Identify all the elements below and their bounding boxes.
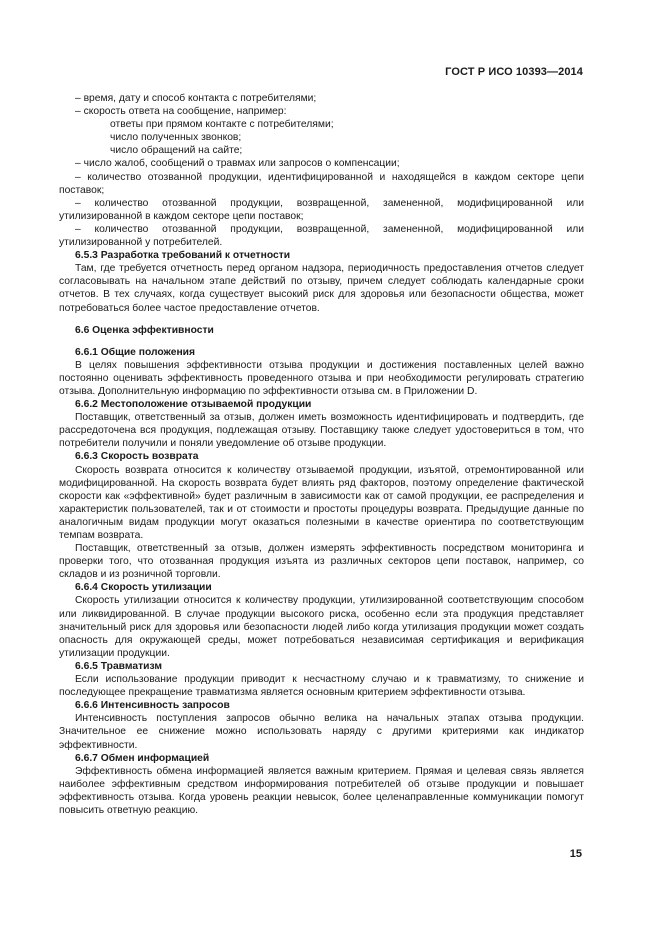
paragraph: Если использование продукции приводит к несчастному случаю и к травматизму, то снижение и последующее прекращение травматизма является основным критерием эффективности отзыва. bbox=[59, 674, 584, 699]
paragraph: Скорость возврата относится к количеству отзываемой продукции, изъятой, отремонтированной или модифицированной. На скорость возврата будет влиять ряд факторов, поэтому определение фактической скорости как «эффективной» будет различным в зависимости как от самой продукции, ее распределения и характеристик пользователей, так и от стоимости и простоты процедуры возврата. Предыдущие данные по аналогичным видам продукции могут оказаться полезными в качестве ориентира по соответствующим темпам возврата. bbox=[59, 464, 584, 541]
paragraph: Поставщик, ответственный за отзыв, должен измерять эффективность посредством мониторинга и проверки того, что отозванная продукция изъята из различных секторов цепи поставок, например, со складов и из розничной торговли. bbox=[59, 543, 584, 581]
sub-list-item: число полученных звонков; bbox=[110, 132, 242, 144]
sub-list-item: число обращений на сайте; bbox=[110, 145, 243, 157]
paragraph: Эффективность обмена информацией является важным критерием. Прямая и целевая связь является наиболее эффективным средством информирования потребителей об отзыве продукции и повышает эффективность отзыва. Когда уровень реакции невысок, более целенаправленные коммуникации помогут повысить ответную реакцию. bbox=[59, 765, 584, 816]
sub-list-item: ответы при прямом контакте с потребителями; bbox=[110, 119, 334, 131]
list-item: – время, дату и способ контакта с потребителями; bbox=[75, 93, 317, 104]
standard-header: ГОСТ Р ИСО 10393—2014 bbox=[445, 66, 583, 78]
section-heading-6-6-1: 6.6.1 Общие положения bbox=[75, 346, 195, 358]
list-item: – количество отозванной продукции, возвращенной, замененной, модифицированной или утилизированной у потребителей. bbox=[59, 223, 584, 249]
list-item: – количество отозванной продукции, возвращенной, замененной, модифицированной или утилизированной в каждом секторе цепи поставок; bbox=[59, 197, 584, 222]
list-item: – количество отозванной продукции, идентифицированной и находящейся в каждом секторе цепи поставок; bbox=[59, 171, 584, 196]
section-heading-6-5-3: 6.5.3 Разработка требований к отчетности bbox=[75, 250, 291, 262]
list-item: – скорость ответа на сообщение, например: bbox=[75, 106, 287, 118]
page-content bbox=[59, 92, 584, 817]
section-heading-6-6-3: 6.6.3 Скорость возврата bbox=[75, 451, 199, 463]
list-item: – число жалоб, сообщений о травмах или запросов о компенсации; bbox=[75, 158, 400, 170]
paragraph: Поставщик, ответственный за отзыв, должен иметь возможность идентифицировать и подтвердить, где рассредоточена вся продукция, подлежащая отзыву. Поставщику также следует удостовериться в том, что потребители получили и поняли уведомление об отзыве продукции. bbox=[59, 412, 584, 450]
paragraph: Там, где требуется отчетность перед органом надзора, периодичность предоставления отчетов следует согласовывать на начальном этапе действий по отзыву, причем следует соблюдать календарные сроки отчетов. В тех случаях, когда существует высокий риск для здоровья или безопасности общества, может потребоваться более частое предоставление отчетов. bbox=[59, 263, 584, 314]
paragraph: В целях повышения эффективности отзыва продукции и достижения поставленных целей важно постоянно оценивать эффективность проведенного отзыва и при необходимости регулировать стратегию отзыва. Дополнительную информацию по эффективности отзыва см. в Приложении D. bbox=[59, 359, 584, 397]
paragraph: Скорость утилизации относится к количеству продукции, утилизированной соответствующим способом или ликвидированной. В случае продукции высокого риска, особенно если эта продукция представляет значительный риск для здоровья или безопасности людей либо когда утилизация продукции может создать опасность для окружающей среды, может потребоваться независимая сертификация и верификация утилизации продукции. bbox=[59, 595, 584, 659]
section-heading-6-6-4: 6.6.4 Скорость утилизации bbox=[75, 582, 212, 594]
section-heading-6-6-7: 6.6.7 Обмен информацией bbox=[75, 752, 210, 764]
section-heading-6-6-6: 6.6.6 Интенсивность запросов bbox=[75, 700, 230, 712]
section-heading-6-6-5: 6.6.5 Травматизм bbox=[75, 660, 162, 672]
section-heading-6-6-2: 6.6.2 Местоположение отзываемой продукции bbox=[75, 399, 312, 411]
paragraph: Интенсивность поступления запросов обычно велика на начальных этапах отзыва продукции. Значительное ее снижение можно использовать наряду с другими критериями как индикатор эффективности. bbox=[59, 713, 584, 751]
page-number: 15 bbox=[569, 848, 582, 860]
section-heading-6-6: 6.6 Оценка эффективности bbox=[75, 324, 214, 336]
